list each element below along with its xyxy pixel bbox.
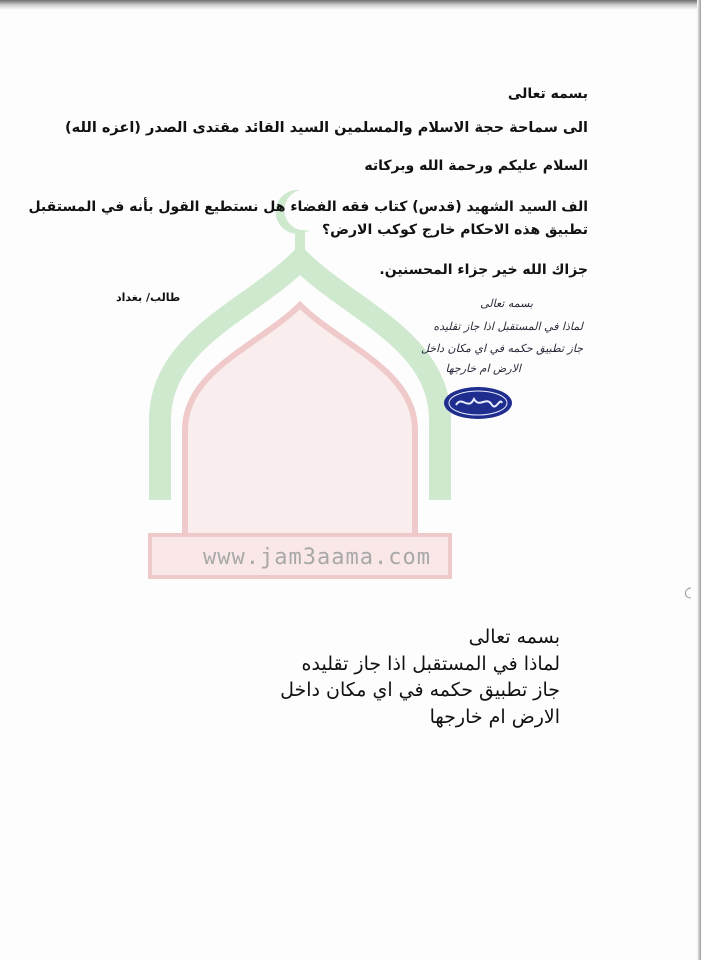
letter-question-line2: تطبيق هذه الاحكام خارج كوكب الارض؟: [322, 222, 588, 238]
seal-stamp: [442, 385, 514, 421]
letter-closing: جزاك الله خير جزاء المحسنين.: [379, 262, 588, 278]
question-prefix: الف: [561, 199, 588, 215]
question-text: السيد الشهيد (قدس) كتاب فقه الفضاء هل نستطيع القول بأنه في المستقبل: [28, 199, 557, 215]
scan-edge-right: [697, 0, 701, 960]
handwritten-line-4: الارض ام خارجها: [445, 362, 521, 375]
letter-question-line1: [28, 199, 588, 215]
transcription-line-3: جاز تطبيق حكمه في اي مكان داخل: [280, 679, 560, 701]
transcription-line-2: لماذا في المستقبل اذا جاز تقليده: [301, 652, 560, 675]
transcription-line-4: الارض ام خارجها: [429, 705, 560, 728]
watermark-url: www.jam3aama.com: [203, 545, 431, 570]
handwritten-line-1: بسمه تعالى: [480, 297, 533, 310]
letter-greeting: السلام عليكم ورحمة الله وبركاته: [364, 158, 588, 174]
punch-hole-mark: [681, 586, 693, 600]
handwritten-line-2: لماذا في المستقبل اذا جاز تقليده: [433, 320, 583, 333]
letter-sender: طالب/ بغداد: [116, 291, 181, 304]
letter-bismillah: بسمه تعالى: [507, 86, 588, 102]
scan-edge-top: [0, 0, 701, 10]
transcription-block: [280, 624, 560, 730]
letter-addressee: الى سماحة حجة الاسلام والمسلمين السيد القائد مقتدى الصدر (اعزه الله): [65, 120, 588, 136]
handwritten-line-3: جاز تطبيق حكمه في اي مكان داخل: [420, 342, 583, 355]
transcription-line-1: بسمه تعالى: [468, 626, 560, 648]
